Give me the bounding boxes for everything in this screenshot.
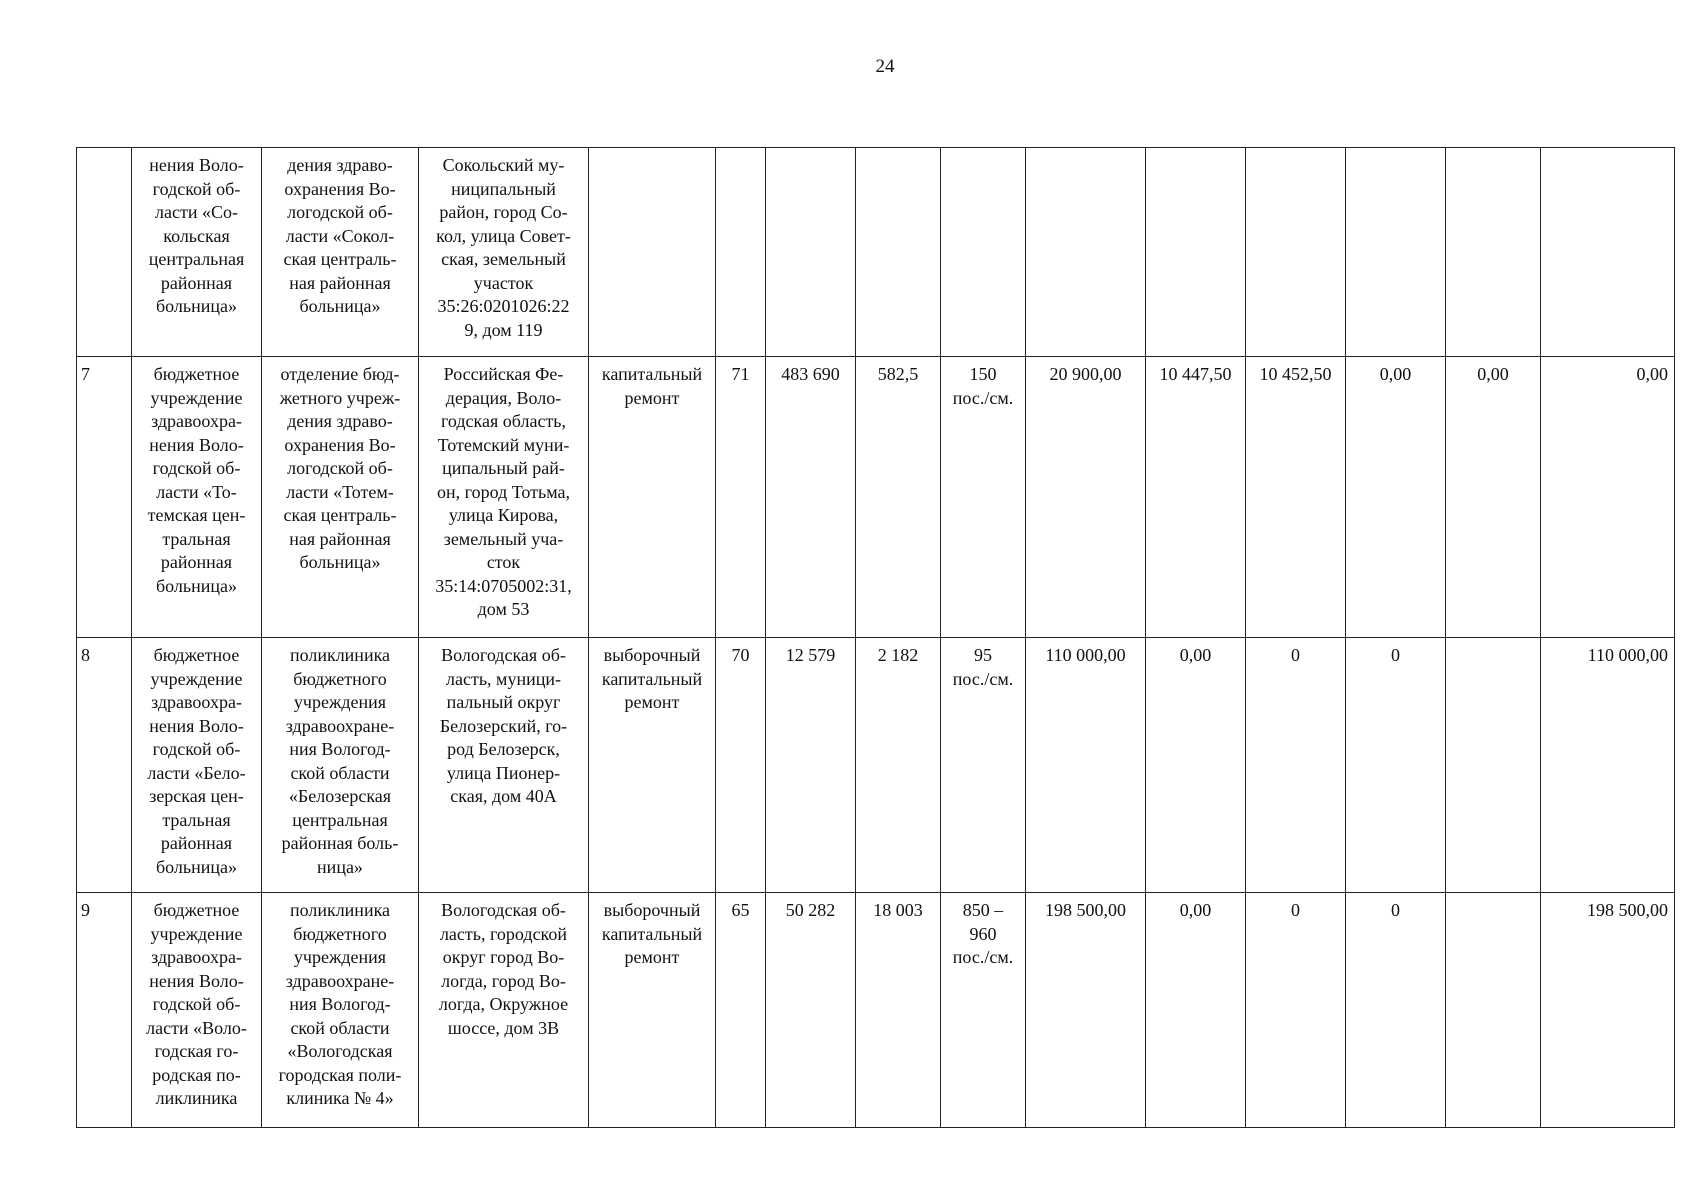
capacity-cell: 850 – 960 пос./см. — [941, 893, 1026, 1128]
amount-cell: 10 447,50 — [1146, 357, 1246, 638]
row-number — [77, 148, 132, 357]
total-cell — [1026, 148, 1146, 357]
amount-cell: 0,00 — [1146, 893, 1246, 1128]
volume-cell — [766, 148, 856, 357]
volume-cell: 483 690 — [766, 357, 856, 638]
amount-cell: 0 — [1246, 893, 1346, 1128]
capacity-cell: 95 пос./см. — [941, 638, 1026, 893]
table-row — [77, 638, 1675, 893]
capacity-cell: 150 пос./см. — [941, 357, 1026, 638]
capacity-cell — [941, 148, 1026, 357]
amount-cell — [1246, 148, 1346, 357]
amount-cell — [1346, 148, 1446, 357]
wear-cell: 71 — [716, 357, 766, 638]
object-cell: дения здраво- охранения Во- логодской об- ласти «Сокол- ская централь- ная районная больница» — [262, 148, 419, 357]
volume-cell: 50 282 — [766, 893, 856, 1128]
object-cell: поликлиника бюджетного учреждения здравоохране- ния Вологод- ской области «Белозерская центральная районная боль- ница» — [262, 638, 419, 893]
institution-cell: нения Воло- годской об- ласти «Со- кольская центральная районная больница» — [132, 148, 262, 357]
amount-cell: 0 — [1346, 893, 1446, 1128]
amount-cell: 0,00 — [1541, 357, 1675, 638]
amount-cell: 0 — [1246, 638, 1346, 893]
table-row — [77, 148, 1675, 357]
amount-cell: 0,00 — [1146, 638, 1246, 893]
address-cell: Вологодская об- ласть, городской округ город Во- логда, город Во- логда, Окружное шоссе, дом 3В — [419, 893, 589, 1128]
object-cell: поликлиника бюджетного учреждения здравоохране- ния Вологод- ской области «Вологодская городская поли- клиника № 4» — [262, 893, 419, 1128]
row-number: 7 — [77, 357, 132, 638]
wear-cell: 70 — [716, 638, 766, 893]
address-cell: Вологодская об- ласть, муници- пальный округ Белозерский, го- род Белозерск, улица Пионер- ская, дом 40А — [419, 638, 589, 893]
work-type-cell: выборочный капитальный ремонт — [589, 638, 716, 893]
amount-cell: 0,00 — [1346, 357, 1446, 638]
wear-cell: 65 — [716, 893, 766, 1128]
page-number: 24 — [875, 56, 895, 77]
area-cell — [856, 148, 941, 357]
amount-cell: 110 000,00 — [1541, 638, 1675, 893]
work-type-cell: выборочный капитальный ремонт — [589, 893, 716, 1128]
institution-cell: бюджетное учреждение здравоохра- нения Воло- годской об- ласти «Воло- годская го- родская по- ликлиника — [132, 893, 262, 1128]
object-cell: отделение бюд- жетного учреж- дения здраво- охранения Во- логодской об- ласти «Тотем- ская централь- ная районная больница» — [262, 357, 419, 638]
row-number: 8 — [77, 638, 132, 893]
volume-cell: 12 579 — [766, 638, 856, 893]
amount-cell: 198 500,00 — [1541, 893, 1675, 1128]
amount-cell — [1146, 148, 1246, 357]
row-number: 9 — [77, 893, 132, 1128]
amount-cell: 0,00 — [1446, 357, 1541, 638]
amount-cell: 0 — [1346, 638, 1446, 893]
address-cell: Российская Фе- дерация, Воло- годская область, Тотемский муни- ципальный рай- он, город Тотьма, улица Кирова, земельный уча- сток 35:14:0705002:31, дом 53 — [419, 357, 589, 638]
total-cell: 20 900,00 — [1026, 357, 1146, 638]
area-cell: 2 182 — [856, 638, 941, 893]
work-type-cell — [589, 148, 716, 357]
address-cell: Сокольский му- ниципальный район, город Со- кол, улица Совет- ская, земельный участок 35:26:0201026:22 9, дом 119 — [419, 148, 589, 357]
area-cell: 18 003 — [856, 893, 941, 1128]
work-type-cell: капитальный ремонт — [589, 357, 716, 638]
amount-cell — [1446, 148, 1541, 357]
wear-cell — [716, 148, 766, 357]
table-row — [77, 357, 1675, 638]
institution-cell: бюджетное учреждение здравоохра- нения Воло- годской об- ласти «Бело- зерская цен- тральная районная больница» — [132, 638, 262, 893]
data-table — [76, 147, 1675, 1128]
area-cell: 582,5 — [856, 357, 941, 638]
table-row — [77, 893, 1675, 1128]
total-cell: 110 000,00 — [1026, 638, 1146, 893]
amount-cell — [1446, 638, 1541, 893]
amount-cell: 10 452,50 — [1246, 357, 1346, 638]
total-cell: 198 500,00 — [1026, 893, 1146, 1128]
amount-cell — [1446, 893, 1541, 1128]
institution-cell: бюджетное учреждение здравоохра- нения Воло- годской об- ласти «То- темская цен- тральная районная больница» — [132, 357, 262, 638]
amount-cell — [1541, 148, 1675, 357]
